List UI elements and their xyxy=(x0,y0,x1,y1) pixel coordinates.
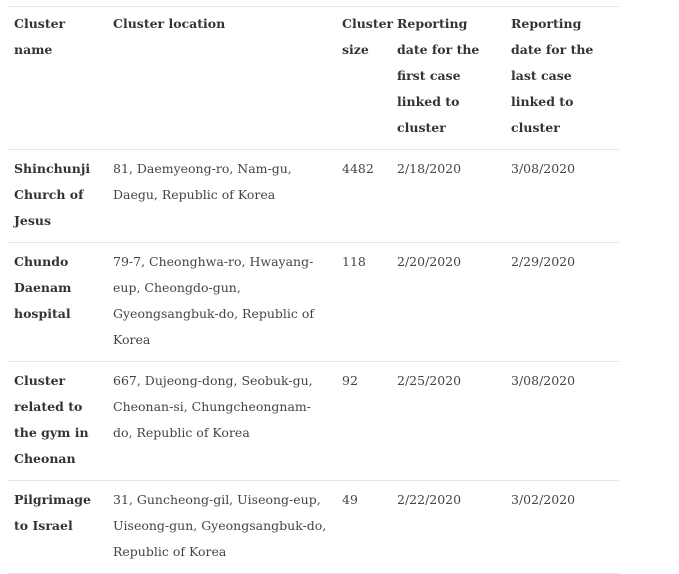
cell-cluster-name: Cluster related to the gym in Cheonan xyxy=(8,362,107,481)
table-header-row xyxy=(8,7,619,150)
cell-first-case-date: 2/22/2020 xyxy=(391,481,505,574)
cell-cluster-size: 4482 xyxy=(336,150,391,243)
cell-first-case-date: 2/25/2020 xyxy=(391,362,505,481)
header-last-case-date: Reporting date for the last case linked to cluster xyxy=(505,7,619,150)
cell-cluster-size: 118 xyxy=(336,243,391,362)
cell-cluster-location: 31, Guncheong-gil, Uiseong-eup, Uiseong-gun, Gyeongsangbuk-do, Republic of Korea xyxy=(107,481,336,574)
cell-first-case-date: 2/20/2020 xyxy=(391,243,505,362)
cell-cluster-location: 667, Dujeong-dong, Seobuk-gu, Cheonan-si, Chungcheongnam-do, Republic of Korea xyxy=(107,362,336,481)
cell-last-case-date: 3/02/2020 xyxy=(505,481,619,574)
table-row xyxy=(8,362,619,481)
cell-cluster-name: Shinchunji Church of Jesus xyxy=(8,150,107,243)
table-row xyxy=(8,481,619,574)
header-first-case-date: Reporting date for the first case linked to cluster xyxy=(391,7,505,150)
cell-first-case-date: 2/18/2020 xyxy=(391,150,505,243)
header-cluster-size: Cluster size xyxy=(336,7,391,150)
table-row xyxy=(8,243,619,362)
cell-last-case-date: 3/08/2020 xyxy=(505,150,619,243)
header-cluster-location: Cluster location xyxy=(107,7,336,150)
table-row xyxy=(8,150,619,243)
cell-cluster-name: Pilgrimage to Israel xyxy=(8,481,107,574)
cell-cluster-size: 49 xyxy=(336,481,391,574)
cell-last-case-date: 3/08/2020 xyxy=(505,362,619,481)
cell-cluster-name: Chundo Daenam hospital xyxy=(8,243,107,362)
header-cluster-name: Cluster name xyxy=(8,7,107,150)
cell-cluster-size: 92 xyxy=(336,362,391,481)
cell-last-case-date: 2/29/2020 xyxy=(505,243,619,362)
cell-cluster-location: 79-7, Cheonghwa-ro, Hwayang-eup, Cheongdo-gun, Gyeongsangbuk-do, Republic of Korea xyxy=(107,243,336,362)
cell-cluster-location: 81, Daemyeong-ro, Nam-gu, Daegu, Republic of Korea xyxy=(107,150,336,243)
